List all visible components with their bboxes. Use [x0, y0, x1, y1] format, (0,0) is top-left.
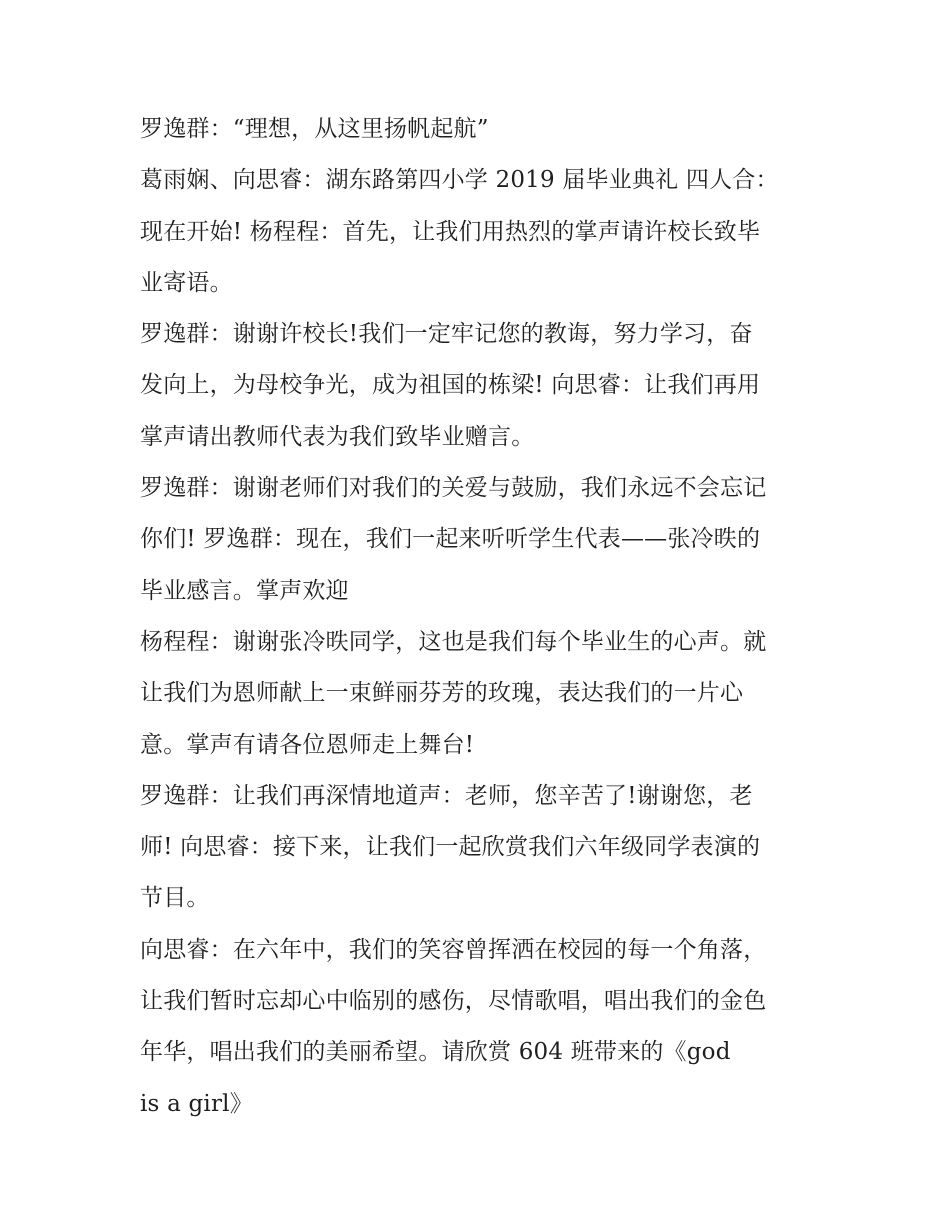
text-line: 罗逸群：让我们再深情地道声：老师，您辛苦了!谢谢您，老 [140, 782, 753, 809]
text-line: 罗逸群：“理想，从这里扬帆起航” [140, 116, 489, 142]
text-line: 葛雨娴、向思睿：湖东路第四小学 2019 届毕业典礼 四人合： [140, 167, 779, 194]
text-line: 现在开始! 杨程程：首先，让我们用热烈的掌声请许校长致毕 [140, 218, 761, 245]
text-line: 罗逸群：谢谢许校长!我们一定牢记您的教诲，努力学习，奋 [140, 321, 753, 348]
text-line: 向思睿：在六年中，我们的笑容曾挥洒在校园的每一个角落， [140, 936, 767, 963]
text-line: 发向上，为母校争光，成为祖国的栋梁! 向思睿：让我们再用 [140, 372, 761, 399]
text-line: 师! 向思睿：接下来，让我们一起欣赏我们六年级同学表演的 [140, 834, 761, 861]
text-line: 罗逸群：谢谢老师们对我们的关爱与鼓励，我们永远不会忘记 [140, 475, 767, 502]
text-line: 你们! 罗逸群：现在，我们一起来听听学生代表——张冷昳的 [140, 526, 761, 553]
text-line: 让我们暂时忘却心中临别的感伤，尽情歌唱，唱出我们的金色 [140, 988, 767, 1015]
text-line: 业寄语。 [140, 269, 233, 296]
text-line: 杨程程：谢谢张冷昳同学，这也是我们每个毕业生的心声。就 [140, 628, 767, 655]
text-line: 掌声请出教师代表为我们致毕业赠言。 [140, 423, 535, 450]
text-line: 毕业感言。掌声欢迎 [140, 577, 349, 604]
text-line: 节目。 [140, 885, 210, 912]
text-line: 年华，唱出我们的美丽希望。请欣赏 604 班带来的《god [140, 1039, 731, 1066]
text-line: 让我们为恩师献上一束鲜丽芬芳的玫瑰，表达我们的一片心 [140, 680, 744, 707]
text-line: 意。掌声有请各位恩师走上舞台! [140, 731, 475, 758]
text-line: is a girl》 [140, 1090, 253, 1117]
document-body [140, 104, 820, 1130]
